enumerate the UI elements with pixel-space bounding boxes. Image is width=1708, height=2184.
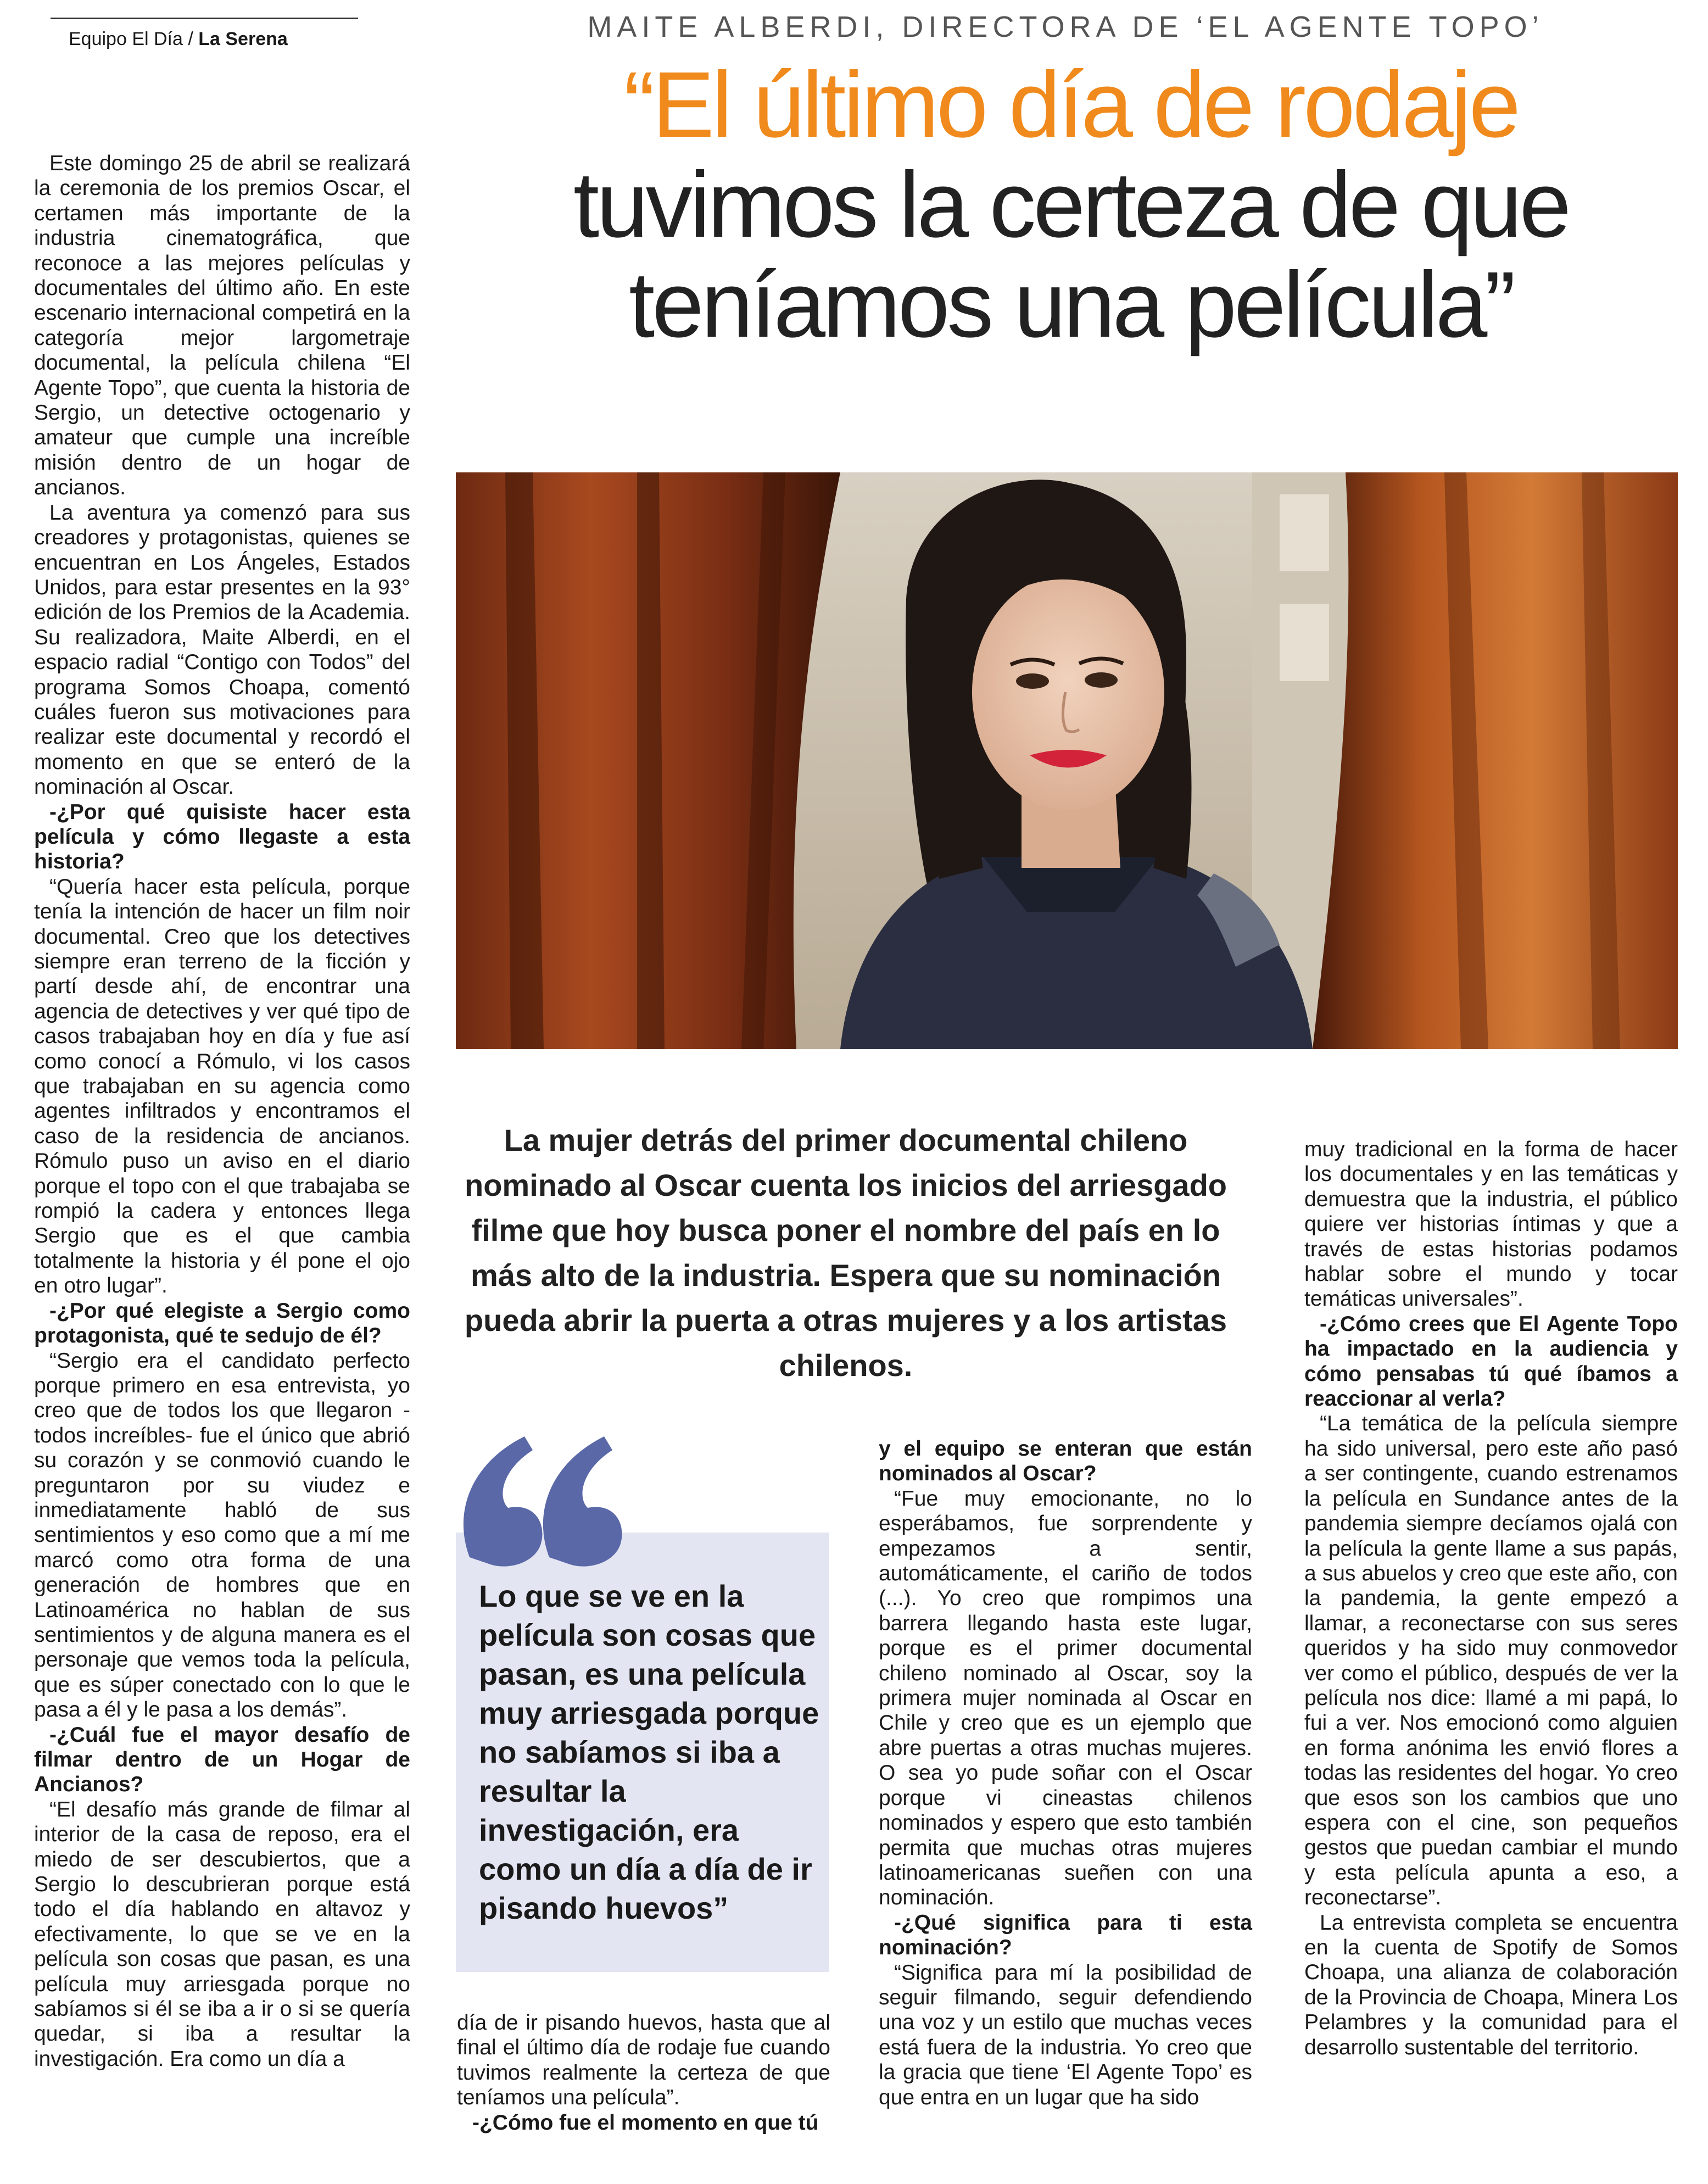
interview-question: -¿Por qué elegiste a Sergio como protagonista, qué te sedujo de él? [34, 1299, 410, 1348]
byline-separator: / [182, 29, 199, 49]
interview-question: -¿Cómo fue el momento en que tú [472, 2110, 819, 2135]
body-paragraph: día de ir pisando huevos, hasta que al final el último día de rodaje fue cuando tuvimos realmente la certeza de que teníamos una película”. [457, 2011, 830, 2110]
body-paragraph: “El desafío más grande de filmar al interior de la casa de reposo, era el miedo de ser descubiertos, que a Sergio lo descubrieran porque está todo el día hablando en altavoz y efectivamente, lo que se ve en la película son cosas que pasan, es una película muy arriesgada porque no sabíamos si él se iba a ir o si se quería quedar, si iba a resultar la investigación. Era como un día a [34, 1797, 410, 2071]
interview-question: -¿Por qué quisiste hacer esta película y cómo llegaste a esta historia? [34, 800, 410, 874]
deck-subheading: La mujer detrás del primer documental chileno nominado al Oscar cuenta los inicios del arriesgado filme que hoy busca poner el nombre del país en lo más alto de la industria. Espera que su nominación pueda abrir la puerta a otras mujeres y a los artistas chilenos. [464, 1123, 1227, 1383]
byline-city: La Serena [198, 29, 288, 49]
headline-line-1: “El último día de rodaje [623, 53, 1519, 157]
body-paragraph: La entrevista completa se encuentra en la cuenta de Spotify de Somos Choapa, una alianza de colaboración de la Provincia de Choapa, Minera Los Pelambres y la comunidad para el desarrollo sustentable del territorio. [1304, 1910, 1678, 2059]
byline [69, 29, 288, 50]
interview-question: -¿Cómo crees que El Agente Topo ha impactado en la audiencia y cómo pensabas tú qué íbamos a reaccionar al verla? [1304, 1312, 1678, 1411]
column-1 [34, 151, 410, 2071]
body-paragraph: “Quería hacer esta película, porque tenía la intención de hacer un film noir documental. Creo que los detectives siempre eran terreno de la ficción y partí desde ahí, de encontrar una agencia de detectives y ver qué tipo de casos trabajaban hoy en día y fue así como conocí a Rómulo, vi los casos que trabajaban en su agencia como agentes infiltrados y encontramos el caso de la residencia de ancianos. Rómulo puso un aviso en el diario porque el topo con el que trabajaba se rompió la cadera y entonces llega Sergio que es el que cambia totalmente la historia y él pone el ojo en otro lugar”. [34, 874, 410, 1298]
body-paragraph: muy tradicional en la forma de hacer los documentales y en las temáticas y demuestra que la industria, el público quiere ver historias íntimas y que a través de estas historias podamos hablar sobre el mundo y tocar temáticas universales”. [1304, 1138, 1678, 1311]
quote-mark-icon [459, 1420, 623, 1568]
kicker: MAITE ALBERDI, DIRECTORA DE ‘EL AGENTE TOPO’ [587, 10, 1544, 43]
byline-author: Equipo El Día [69, 29, 183, 49]
column-4 [879, 1436, 1252, 2110]
pullquote-text: Lo que se ve en la película son cosas que pasan, es una película muy arriesgada porque no sabíamos si iba a resultar la investigación, era como un día a día de ir pisando huevos” [479, 1579, 819, 1925]
body-paragraph: Este domingo 25 de abril se realizará la ceremonia de los premios Oscar, el certamen más importante de la industria cinematográfica, que reconoce a las mejores películas y documentales del último año. En este escenario internacional competirá en la categoría mejor largometraje documental, la película chilena “El Agente Topo”, que cuenta la historia de Sergio, un detective octogenario y amateur que cumple una increíble misión dentro de un hogar de ancianos. [34, 152, 410, 500]
body-paragraph: “La temática de la película siempre ha sido universal, pero este año pasó a ser contingente, cuando estrenamos la película en Sundance antes de la pandemia siempre decíamos ojalá con la película la gente llame a sus papás, a sus abuelos y creo que este año, con la pandemia, la gente empezó a llamar, a reconectarse con sus seres queridos y ha sido muy conmovedor ver como el público, después de ver la película nos dice: llamé a mi papá, lo fui a ver. Nos emocionó como alguien en forma anónima les envió flores a todas las residentes del hogar. Yo creo que esos son los cambios que uno espera con el cine, son pequeños gestos que puedan cambiar el mundo y esta película apunta a eso, a reconectarse”. [1304, 1412, 1678, 1910]
interview-question: -¿Qué significa para ti esta nominación? [879, 1910, 1252, 1960]
headline-line-3: teníamos una película” [629, 253, 1513, 357]
body-paragraph: “Fue muy emocionante, no lo esperábamos, fue sorprendente y empezamos a sentir, automáticamente, el cariño de todos (...). Yo creo que rompimos una barrera llegando hasta este lugar, porque es el primer documental chileno nominado al Oscar, soy la primera mujer nominada al Oscar en Chile y creo que es un ejemplo que abre puertas a otras muchas mujeres. O sea yo pude soñar con el Oscar porque vi cineastas chilenos nominados y espero que esto también permita que muchas otras mujeres latinoamericanas sueñen con una nominación. [879, 1486, 1252, 1910]
column-5 [1304, 1137, 1678, 2060]
body-paragraph: “Significa para mí la posibilidad de seguir filmando, seguir defendiendo una voz y un estilo que muchas veces está fuera de la industria. Yo creo que la gracia que tiene ‘El Agente Topo’ es que entra en un lugar que ha sido [879, 1960, 1252, 2109]
portrait-photo [456, 472, 1678, 1049]
column-3 [457, 2010, 830, 2135]
body-paragraph: “Sergio era el candidato perfecto porque primero en esa entrevista, yo creo que de todos los que llegaron -todos increíbles- fue el único que abrió su corazón y se conmovió cuando le preguntaron por su viudez e inmediatamente habló de sus sentimientos y eso como que a mí me marcó como otra forma de una generación de hombres que en Latinoamérica no hablan de sus sentimientos y de alguna manera es el personaje que vemos toda la película, que es súper conectado con lo que le pasa a él y le pasa a los demás”. [34, 1349, 410, 1722]
interview-question: y el equipo se enteran que están nominados al Oscar? [879, 1437, 1252, 1486]
body-paragraph: La aventura ya comenzó para sus creadores y protagonistas, quienes se encuentran en Los Ángeles, Estados Unidos, para estar presentes en la 93° edición de los Premios de la Academia. Su realizadora, Maite Alberdi, en el espacio radial “Contigo con Todos” del programa Somos Choapa, comentó cuáles fueron sus motivaciones para realizar este documental y recordó el momento en que se enteró de la nominación al Oscar. [34, 500, 410, 799]
interview-question: -¿Cuál fue el mayor desafío de filmar dentro de un Hogar de Ancianos? [34, 1723, 410, 1797]
headline [456, 55, 1686, 355]
headline-line-2: tuvimos la certeza de que [573, 153, 1569, 257]
byline-rule [51, 18, 358, 19]
